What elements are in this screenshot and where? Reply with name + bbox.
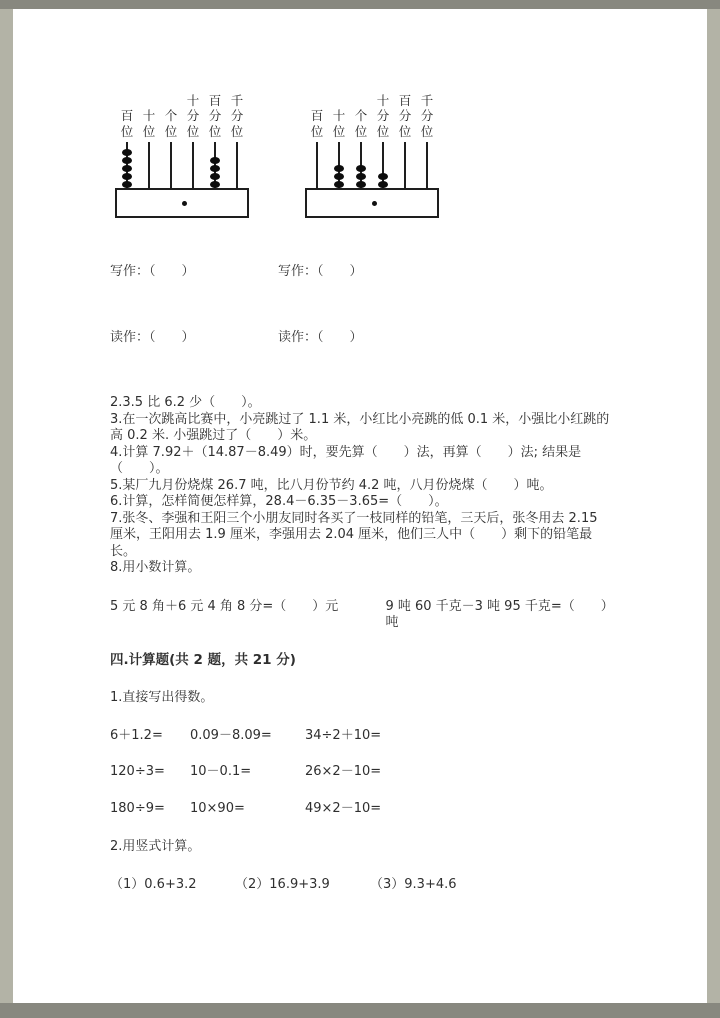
calc-item: 180÷9=	[110, 800, 165, 816]
worksheet-page	[13, 9, 707, 1003]
place-value-label: 十 分 位	[376, 92, 390, 139]
abacus-rod	[227, 89, 247, 188]
abacus-bead	[378, 173, 388, 180]
question-8: 8.用小数计算。	[110, 560, 201, 575]
place-value-label: 千 分 位	[420, 92, 434, 139]
calc-item: 10×90=	[190, 800, 245, 816]
abacus-wire	[236, 142, 238, 188]
abacus-rod	[329, 89, 349, 188]
abacus-rod	[139, 89, 159, 188]
abacus-beam	[305, 188, 439, 218]
calc-item: 49×2－10=	[305, 800, 382, 816]
place-value-label: 百 位	[310, 108, 324, 139]
abacus-bead	[334, 173, 344, 180]
write-blank-left: 写作：（ ）	[110, 264, 195, 279]
calc-item: 120÷3=	[110, 764, 165, 779]
question-2: 2.3.5 比 6.2 少（ ）。	[110, 395, 261, 410]
abacus-rod	[307, 89, 327, 188]
abacus-rod	[351, 89, 371, 188]
abacus-bead	[210, 173, 220, 180]
abacus-wire	[426, 142, 428, 188]
abacus-rod	[205, 89, 225, 188]
calc-item: 6＋1.2=	[110, 727, 163, 743]
vertical-calc-item: （2）16.9+3.9	[235, 876, 330, 892]
place-value-label: 十 位	[332, 108, 346, 139]
place-value-label: 个 位	[164, 108, 178, 139]
abacus-bead	[210, 181, 220, 188]
calc-item: 0.09－8.09=	[190, 727, 272, 743]
write-blank-right: 写作：（ ）	[278, 264, 363, 279]
calc-item: 26×2－10=	[305, 764, 382, 779]
place-value-label: 百 分 位	[398, 92, 412, 139]
abacus-rod	[417, 89, 437, 188]
calc-item: 34÷2＋10=	[305, 727, 382, 743]
section-four-title: 四.计算题(共 2 题，共 21 分)	[110, 651, 296, 668]
mental-calc-grid	[110, 728, 610, 818]
abacus-rod	[373, 89, 393, 188]
question-4: 4.计算 7.92＋（14.87－8.49）时，要先算（ ）法，再算（ ）法; 结果是（ ）。	[110, 444, 582, 476]
subsection-2-title: 2.用竖式计算。	[110, 839, 201, 854]
read-blank-left: 读作：（ ）	[110, 329, 195, 345]
q8-conversion-left: 5 元 8 角＋6 元 4 角 8 分=（ ）元	[110, 598, 339, 614]
question-8-work-line	[110, 599, 610, 632]
abacus-wire	[148, 142, 150, 188]
abacus-rod	[183, 89, 203, 188]
subsection-1-title: 1.直接写出得数。	[110, 690, 214, 705]
abacus-beam	[115, 188, 249, 218]
abacus-rod	[395, 89, 415, 188]
read-row	[110, 330, 610, 347]
question-3: 3.在一次跳高比赛中，小亮跳过了 1.1 米，小红比小亮跳的低 0.1 米，小强比小红跳的高 0.2 米. 小强跳过了（ ）米。	[110, 411, 610, 443]
place-value-label: 十 分 位	[186, 92, 200, 139]
abacus-wire	[192, 142, 194, 188]
abacus-bead	[356, 173, 366, 180]
fill-in-questions	[110, 395, 610, 577]
question-5: 5.某厂九月份烧煤 26.7 吨，比八月份节约 4.2 吨，八月份烧煤（ ）吨。	[110, 477, 553, 493]
abacus-bead	[122, 165, 132, 172]
abacus-bead	[356, 181, 366, 188]
abacus-wire	[316, 142, 318, 188]
abacus-bead	[356, 165, 366, 172]
question-7: 7.张冬、李强和王阳三个小朋友同时各买了一枝同样的铅笔，三天后，张冬用去 2.15 厘米，王阳用去 1.9 厘米，李强用去 2.04 厘米，他们三人中（ ）剩下的铅笔最长。	[110, 510, 598, 559]
abacus-rod	[117, 89, 137, 188]
abacus-bead	[210, 165, 220, 172]
abacus-bead	[378, 181, 388, 188]
abacus-bead	[122, 157, 132, 164]
question-6: 6.计算，怎样简便怎样算，28.4－6.35－3.65=（ ）。	[110, 494, 448, 509]
abacus-bead	[334, 181, 344, 188]
abacus-left	[115, 89, 249, 218]
place-value-label: 十 位	[142, 108, 156, 139]
place-value-label: 百 位	[120, 108, 134, 139]
vertical-calc-row	[110, 877, 610, 894]
abacus-bead	[210, 157, 220, 164]
abacus-wire	[170, 142, 172, 188]
place-value-label: 百 分 位	[208, 92, 222, 139]
write-row	[110, 264, 610, 281]
vertical-calc-item: （1）0.6+3.2	[110, 876, 197, 892]
abacus-bead	[122, 149, 132, 156]
calc-item: 10－0.1=	[190, 764, 252, 779]
place-value-label: 个 位	[354, 108, 368, 139]
abacus-right	[305, 89, 439, 218]
abacus-bead	[122, 181, 132, 188]
q8-conversion-right: 9 吨 60 千克－3 吨 95 千克=（ ）吨	[385, 598, 608, 630]
abacus-wire	[404, 142, 406, 188]
vertical-calc-item: （3）9.3+4.6	[370, 876, 457, 892]
read-blank-right: 读作：（ ）	[278, 329, 363, 345]
abacus-row	[115, 89, 610, 218]
abacus-rod	[161, 89, 181, 188]
decimal-point-dot	[372, 201, 377, 206]
abacus-bead	[122, 173, 132, 180]
place-value-label: 千 分 位	[230, 92, 244, 139]
decimal-point-dot	[182, 201, 187, 206]
abacus-bead	[334, 165, 344, 172]
